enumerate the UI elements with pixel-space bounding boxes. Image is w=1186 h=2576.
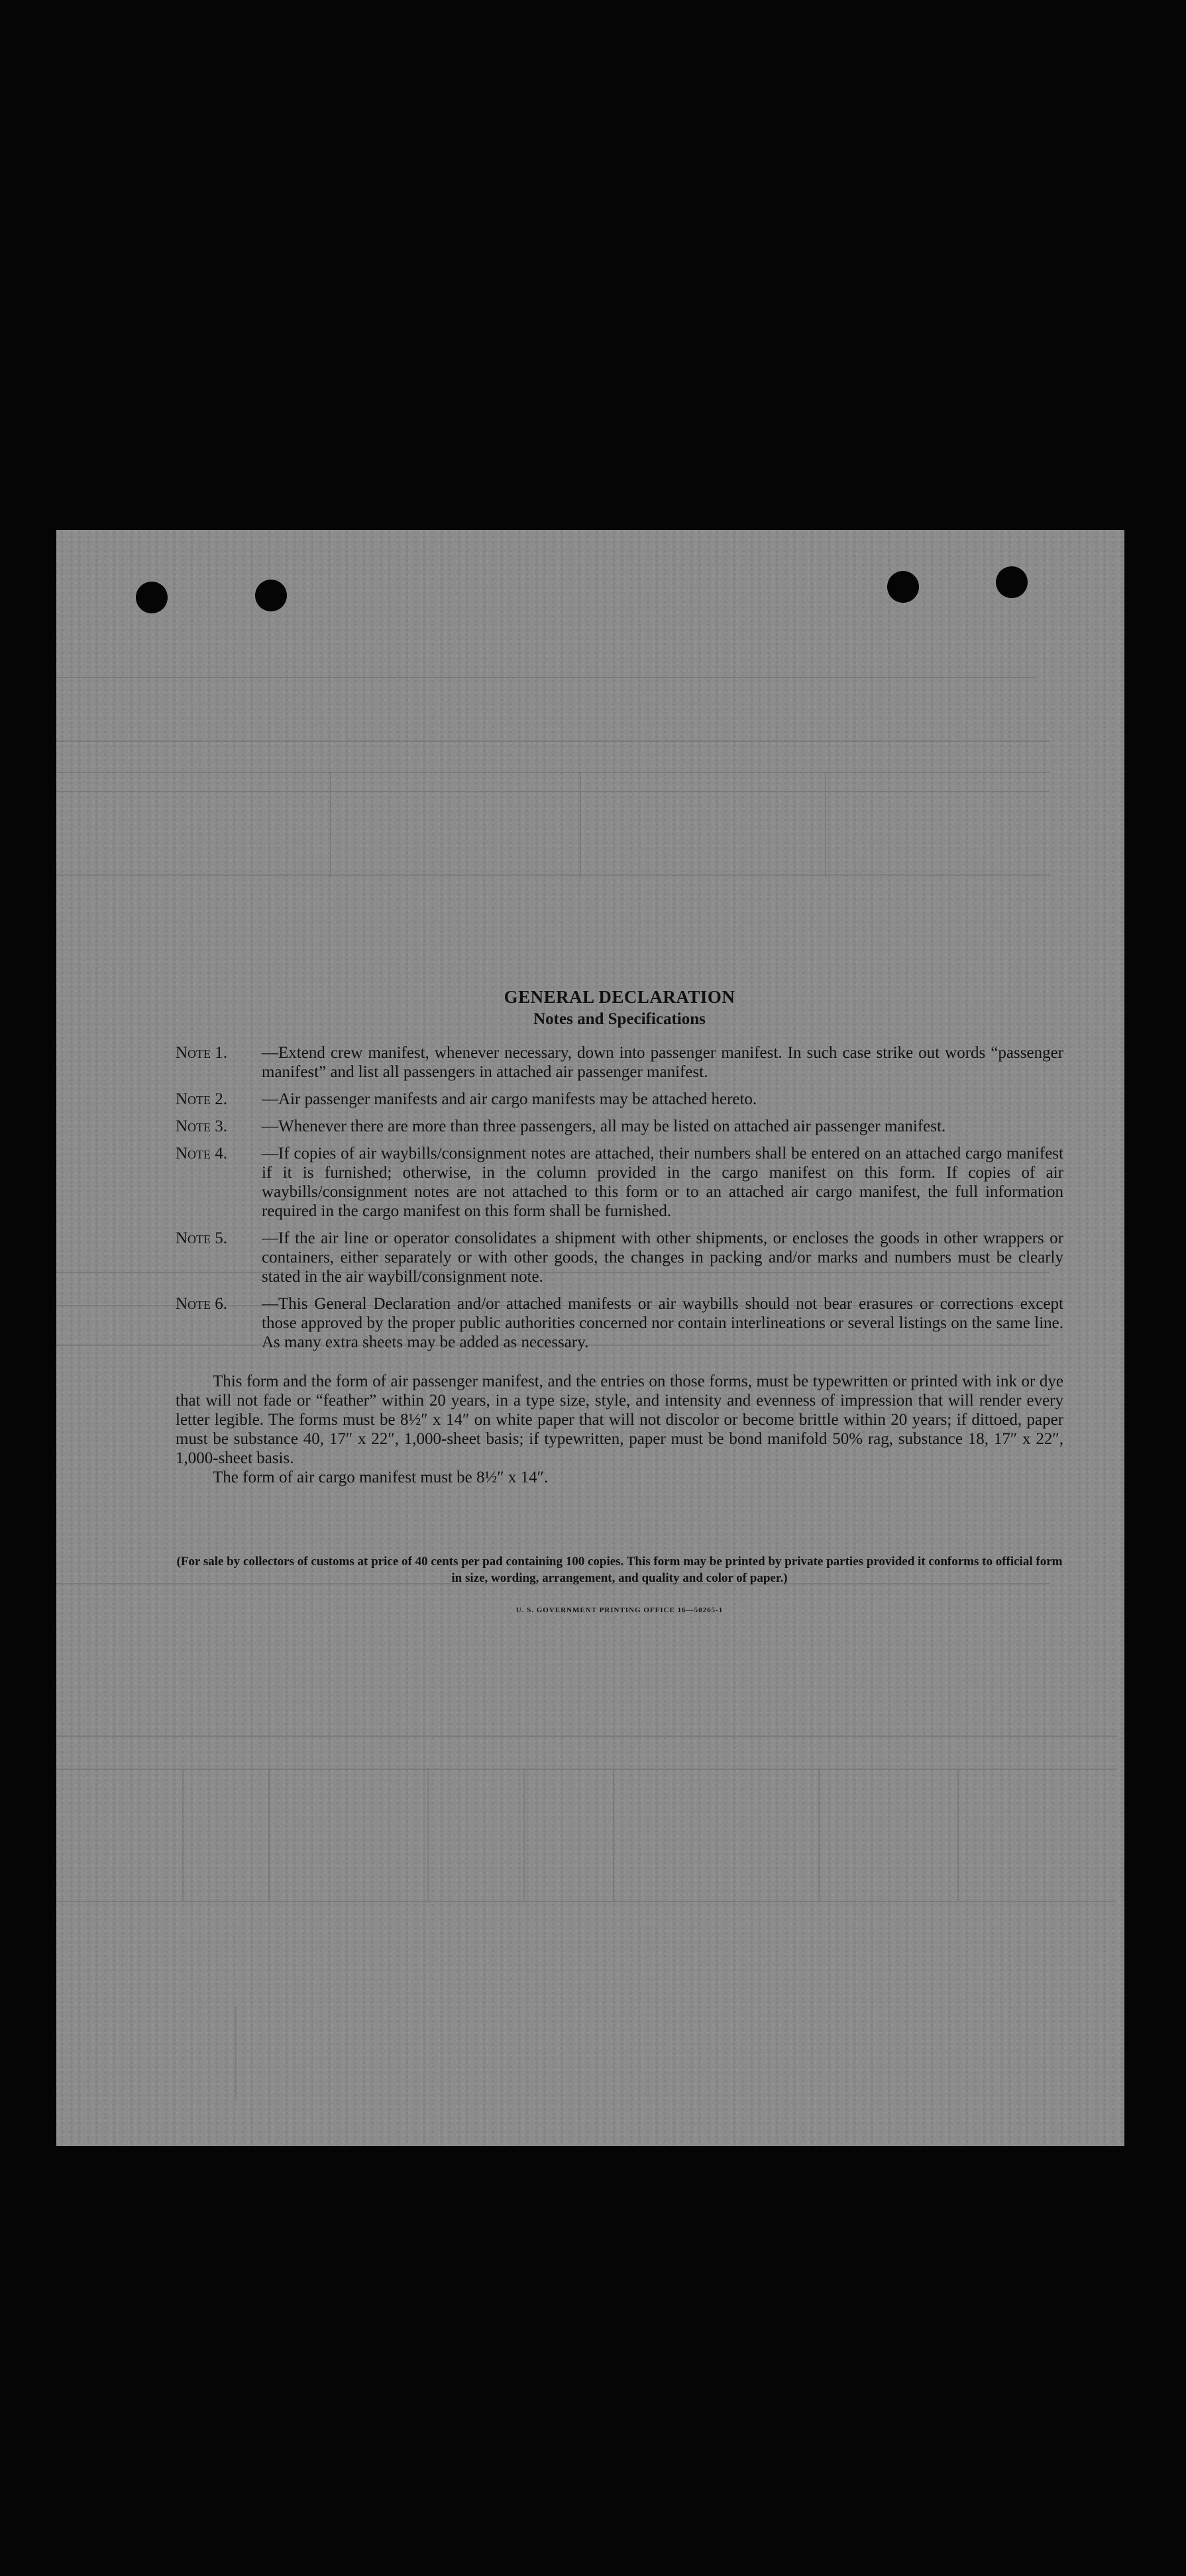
note-1 bbox=[176, 1043, 1063, 1082]
note-2 bbox=[176, 1090, 1063, 1109]
note-3 bbox=[176, 1117, 1063, 1136]
note-text: —Air passenger manifests and air cargo manifests may be attached hereto. bbox=[262, 1090, 757, 1108]
note-text: —Whenever there are more than three passengers, all may be listed on attached air passenger manifest. bbox=[262, 1117, 946, 1135]
sale-note: (For sale by collectors of customs at price of 40 cents per pad containing 100 copies. This form may be printed by private parties provided it conforms to official form in size, wording, arrangement, and quality and color of paper.) bbox=[176, 1555, 1063, 1585]
punch-hole bbox=[996, 566, 1028, 598]
note-label: Note 5. bbox=[176, 1229, 228, 1247]
page-subtitle: Notes and Specifications bbox=[533, 1010, 706, 1028]
punch-hole bbox=[255, 580, 287, 611]
punch-hole bbox=[887, 571, 919, 603]
note-label: Note 1. bbox=[176, 1044, 228, 1062]
note-label: Note 4. bbox=[176, 1145, 228, 1162]
note-label: Note 3. bbox=[176, 1117, 228, 1135]
note-text: —If copies of air waybills/consignment notes are attached, their numbers shall be entered on an attached cargo manifest if it is furnished; otherwise, in the column provided in the cargo manifest on this form. If copies of air waybills/consignment notes are not attached to this form or to an attached air cargo manifest, the full information required in the cargo manifest on this form shall be furnished. bbox=[262, 1145, 1063, 1220]
note-text: —Extend crew manifest, whenever necessary, down into passenger manifest. In such case strike out words “passenger manifest” and list all passengers in attached air passenger manifest. bbox=[262, 1044, 1063, 1081]
note-5 bbox=[176, 1229, 1063, 1286]
page-title: GENERAL DECLARATION bbox=[504, 987, 735, 1007]
note-text: —If the air line or operator consolidates a shipment with other shipments, or encloses the goods in other wrappers or containers, either separately or with other goods, the changes in packing and/or marks and numbers must be clearly stated in the air waybill/consignment note. bbox=[262, 1229, 1063, 1286]
note-text: —This General Declaration and/or attached manifests or air waybills should not bear erasures or corrections except those approved by the proper public authorities concerned nor contain interlineations or several listings on the same line. As many extra sheets may be added as necessary. bbox=[262, 1295, 1063, 1351]
specification-paragraph: This form and the form of air passenger manifest, and the entries on those forms, must be typewritten or printed with ink or dye that will not fade or “feather” within 20 years, in a type size, style, and intensity and evenness of impression that will render every letter legible. The forms must be 8½″ x 14″ on white paper that will not discolor or become brittle within 20 years; if dittoed, paper must be substance 40, 17″ x 22″, 1,000-sheet basis; if typewritten, paper must be bond manifold 50% rag, substance 18, 17″ x 22″, 1,000-sheet basis. bbox=[176, 1372, 1063, 1467]
note-label: Note 2. bbox=[176, 1090, 228, 1108]
punch-hole bbox=[136, 582, 168, 613]
note-6 bbox=[176, 1294, 1063, 1352]
cargo-manifest-size-line: The form of air cargo manifest must be 8½″ x 14″. bbox=[213, 1468, 549, 1486]
notes-and-specifications bbox=[176, 987, 1063, 1622]
printer-imprint: U. S. GOVERNMENT PRINTING OFFICE 16—50265-1 bbox=[515, 1606, 724, 1614]
note-label: Note 6. bbox=[176, 1295, 228, 1313]
document-page bbox=[56, 530, 1124, 2146]
note-4 bbox=[176, 1144, 1063, 1221]
